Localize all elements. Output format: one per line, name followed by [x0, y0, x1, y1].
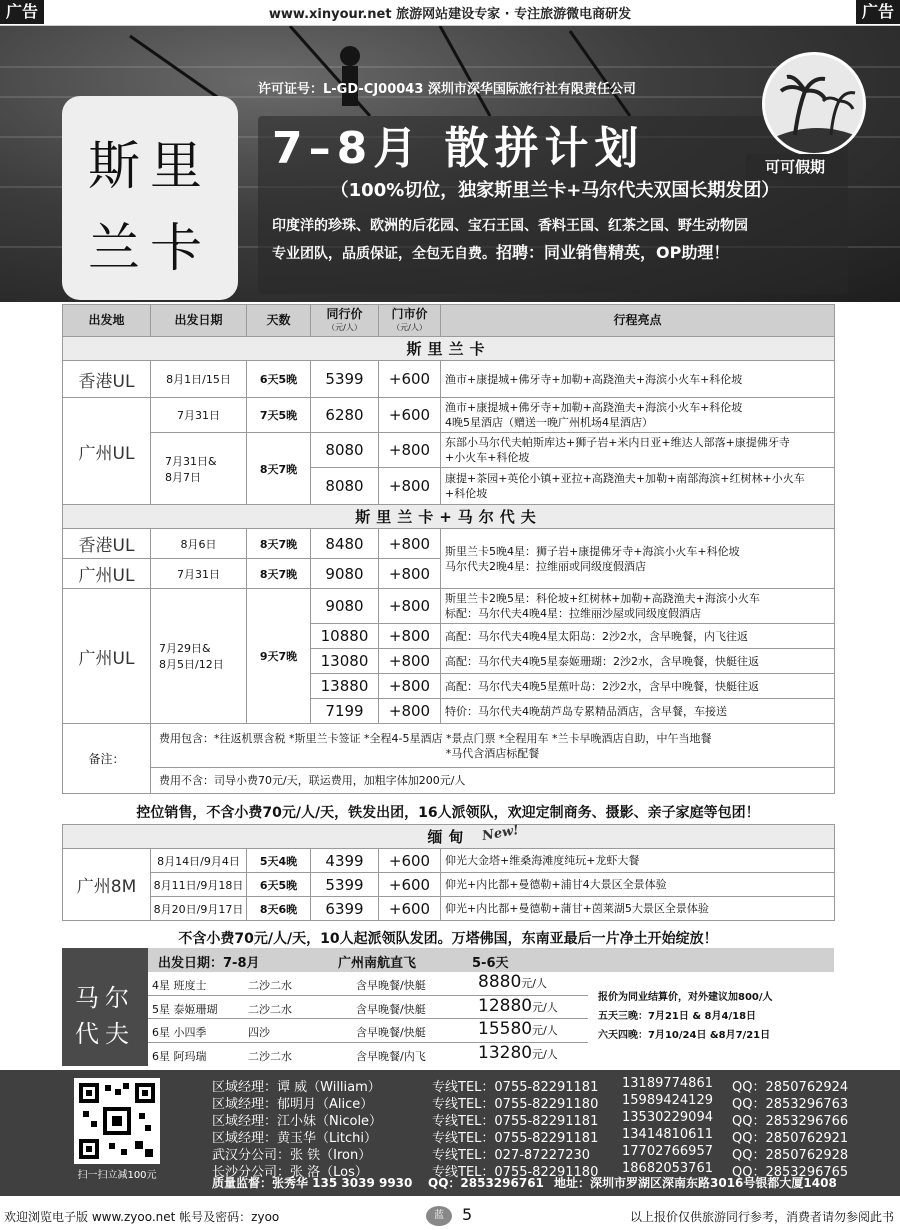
- peer-price-cell: 8480: [311, 529, 379, 559]
- departure-cell: 广州UL: [63, 398, 151, 505]
- highlight-cell: 高配：马尔代夫4晚5星泰姬珊瑚：2沙2水，含早晚餐，快艇往返: [441, 649, 835, 674]
- days-cell: 6天5晚: [247, 873, 311, 897]
- notes-row: [63, 768, 835, 794]
- header-days: 天数: [247, 305, 311, 337]
- departure-cell: 广州8M: [63, 849, 151, 921]
- ad-tag-left: 广告: [0, 0, 44, 24]
- highlight-cell: 仰光大金塔+维桑海滩度纯玩+龙虾大餐: [441, 849, 835, 873]
- table-row[interactable]: [63, 398, 835, 433]
- header-date: 出发日期: [151, 305, 247, 337]
- site-tagline[interactable]: www.xinyour.net 旅游网站建设专家 · 专注旅游微电商研发: [268, 7, 632, 22]
- days-cell: 5天4晚: [247, 849, 311, 873]
- days-cell: 8天7晚: [247, 559, 311, 589]
- top-banner: [0, 0, 900, 26]
- header-peer-price: 同行价 （元/人）: [311, 305, 379, 337]
- highlight-cell: 斯里兰卡2晚5星：科伦坡+红树林+加勒+高跷渔夫+海滨小火车 标配：马尔代夫4晚4星：拉维丽沙屋或同级度假酒店: [441, 589, 835, 624]
- peer-price-cell: 6280: [311, 398, 379, 433]
- date-cell: 7月31日: [151, 398, 247, 433]
- new-badge: New!: [480, 822, 521, 845]
- promo-line-1: 控位销售，不含小费70元/人/天，铁发出团，16人派领队，欢迎定制商务、摄影、亲子家庭等包团！: [136, 805, 760, 821]
- list-item[interactable]: 6星 阿玛瑞 二沙二水 含早晚餐/内飞 13280元/人: [152, 1042, 558, 1063]
- page-number: 5: [462, 1205, 473, 1224]
- retail-price-cell: +800: [379, 674, 441, 699]
- header-retail-price: 门市价 （元/人）: [379, 305, 441, 337]
- table-row[interactable]: [63, 529, 835, 559]
- destination-row-2: 兰卡: [87, 219, 212, 279]
- departure-cell: 广州UL: [63, 589, 151, 724]
- logo-label: 可可假期: [746, 154, 844, 180]
- qr-code-icon[interactable]: [74, 1078, 160, 1164]
- ebook-link[interactable]: 欢迎浏览电子版 www.zyoo.net 帐号及密码：zyoo: [4, 1210, 280, 1224]
- license-text: 许可证号：L-GD-CJ00043 深圳市深华国际旅行社有限责任公司: [258, 82, 636, 97]
- myanmar-table: [62, 824, 834, 921]
- retail-price-cell: +800: [379, 624, 441, 649]
- cost-excluded: 费用不含：司导小费70元/天，联运费用，加粗字体加200元/人: [151, 768, 835, 794]
- notes-row: [63, 724, 835, 768]
- days-cell: 7天5晚: [247, 398, 311, 433]
- highlight-cell: 康提+茶园+英伦小镇+亚拉+高跷渔夫+加勒+南部海滨+红树林+小火车 +科伦坡: [441, 468, 835, 505]
- highlight-cell: 东部小马尔代夫帕斯库达+狮子岩+米内日亚+维达人部落+康提佛牙寺 +小火车+科伦坡: [441, 433, 835, 468]
- date-cell: 8月14日/9月4日: [151, 849, 247, 873]
- notes-label: 备注：: [63, 724, 151, 794]
- section-myanmar: 缅甸: [63, 825, 835, 849]
- plan-features: 印度洋的珍珠、欧洲的后花园、宝石王国、香料王国、红茶之国、野生动物园: [272, 218, 748, 234]
- days-cell: 9天7晚: [247, 589, 311, 724]
- contact-footer: 扫一扫立减100元 区域经理：谭 威（William） 专线TEL：0755-82291181 13189774861 QQ：2850762924 区域经理：郁明月（Alice） 专线TEL：0755-82291180 15989424129 QQ：2853296763 区域经理：江小妹（Nicole） 专线TEL：0755-82291181 13530229094 QQ：2853296766 区域经理：黄玉华（Litchi） 专线TEL：0755-82291181 13414810611 QQ：2850762921 武汉分公司：张 铁（Iron） 专线TEL：027-87227230 17702766957 QQ：2850762928 长沙分公司：张 洛（Los） 专线TEL：0755-82291180 18682053761 QQ：2853296765 质量监督：张秀华 135 3039 9930 QQ：2853296761 地址：深圳市罗湖区深南东路3016号银都大厦1408: [0, 1070, 900, 1196]
- maldives-header: [148, 948, 834, 972]
- peer-price-cell: 5399: [311, 361, 379, 398]
- header-highlights: 行程亮点: [441, 305, 835, 337]
- maldives-price: 13280元/人: [478, 1042, 558, 1063]
- recruit-text: 招聘：同业销售精英，OP助理！: [496, 243, 730, 262]
- peer-price-cell: 9080: [311, 559, 379, 589]
- retail-price-cell: +600: [379, 873, 441, 897]
- maldives-price: 15580元/人: [478, 1019, 558, 1039]
- maldives-rows: [148, 972, 588, 1066]
- peer-price-cell: 7199: [311, 699, 379, 724]
- list-item[interactable]: 6星 小四季 四沙 含早晚餐/快艇 15580元/人: [148, 1019, 588, 1043]
- page-badge-icon: 蓝: [426, 1206, 452, 1226]
- retail-price-cell: +800: [379, 559, 441, 589]
- retail-price-cell: +600: [379, 849, 441, 873]
- highlight-cell: 高配：马尔代夫4晚4星太阳岛：2沙2水，含早晚餐，内飞往返: [441, 624, 835, 649]
- maldives-date: 出发日期：7-8月: [158, 956, 260, 971]
- date-cell: 8月11日/9月18日: [151, 873, 247, 897]
- destination-row-1: 斯里: [87, 137, 212, 197]
- retail-price-cell: +800: [379, 699, 441, 724]
- peer-price-cell: 9080: [311, 589, 379, 624]
- date-cell: 8月1日/15日: [151, 361, 247, 398]
- retail-price-cell: +600: [379, 361, 441, 398]
- peer-price-cell: 8080: [311, 468, 379, 505]
- section-sri-lanka-maldives: 斯里兰卡+马尔代夫: [63, 505, 835, 529]
- days-cell: 8天6晚: [247, 897, 311, 921]
- maldives-notes: 报价为同业结算价，对外建议加800/人 五天三晚：7月21日 & 8月4/18日 六天四晚：7月10/24日 &8月7/21日: [598, 992, 773, 1041]
- plan-title: 7–8月 散拼计划: [272, 123, 645, 174]
- highlight-cell: 渔市+康提城+佛牙寺+加勒+高跷渔夫+海滨小火车+科伦坡: [441, 361, 835, 398]
- maldives-price: 8880元/人: [478, 972, 547, 992]
- price-table: [62, 304, 834, 794]
- date-cell: 7月31日: [151, 559, 247, 589]
- promo-line-2: 不含小费70元/人/天，10人起派领队发团。万塔佛国，东南亚最后一片净土开始绽放！: [178, 931, 718, 947]
- highlight-cell: 斯里兰卡5晚4星：狮子岩+康提佛牙寺+海滨小火车+科伦坡 马尔代夫2晚4星：拉维丽或同级度假酒店: [441, 529, 835, 589]
- table-row[interactable]: [63, 433, 835, 468]
- retail-price-cell: +800: [379, 468, 441, 505]
- peer-price-cell: 5399: [311, 873, 379, 897]
- hero-banner: [0, 26, 900, 302]
- peer-price-cell: 6399: [311, 897, 379, 921]
- peer-price-cell: 10880: [311, 624, 379, 649]
- plan-service: 专业团队，品质保证，全包无自费。招聘：同业销售精英，OP助理！: [272, 243, 730, 262]
- company-logo: [762, 52, 866, 156]
- peer-price-cell: 13080: [311, 649, 379, 674]
- departure-cell: 香港UL: [63, 361, 151, 398]
- table-row[interactable]: [63, 897, 835, 921]
- maldives-route: 广州南航直飞: [338, 956, 417, 971]
- table-row[interactable]: [63, 589, 835, 624]
- days-cell: 8天7晚: [247, 529, 311, 559]
- retail-price-cell: +800: [379, 433, 441, 468]
- date-cell: 8月6日: [151, 529, 247, 559]
- retail-price-cell: +800: [379, 589, 441, 624]
- bottom-strip: [0, 1200, 900, 1230]
- maldives-days: 5-6天: [472, 956, 509, 971]
- days-cell: 8天7晚: [247, 433, 311, 505]
- list-item[interactable]: 5星 泰姬珊瑚 二沙二水 含早晚餐/快艇 12880元/人: [148, 996, 588, 1020]
- date-cell: 7月29日& 8月5日/12日: [151, 589, 247, 724]
- departure-cell: 香港UL: [63, 529, 151, 559]
- table-header: [63, 305, 835, 337]
- date-cell: 7月31日& 8月7日: [151, 433, 247, 505]
- section-sri-lanka: 斯里兰卡: [63, 337, 835, 361]
- peer-price-cell: 4399: [311, 849, 379, 873]
- date-cell: 8月20日/9月17日: [151, 897, 247, 921]
- retail-price-cell: +800: [379, 649, 441, 674]
- plan-subtitle: （100%切位，独家斯里兰卡+马尔代夫双国长期发团）: [330, 180, 780, 201]
- cost-included: 费用包含：*往返机票含税 *斯里兰卡签证 *全程4-5星酒店 *景点门票 *全程用车 *兰卡早晚酒店自助，中午当地餐 *马代含酒店标配餐: [151, 724, 835, 768]
- list-item[interactable]: 4星 班度士 二沙二水 含早晚餐/快艇 8880元/人: [148, 972, 588, 996]
- retail-price-cell: +800: [379, 529, 441, 559]
- destination-box: [62, 96, 238, 300]
- palm-tree-icon: [765, 55, 866, 156]
- maldives-price: 12880元/人: [478, 995, 558, 1016]
- days-cell: 6天5晚: [247, 361, 311, 398]
- departure-cell: 广州UL: [63, 559, 151, 589]
- table-row[interactable]: [63, 873, 835, 897]
- peer-price-cell: 13880: [311, 674, 379, 699]
- ad-tag-right: 广告: [856, 0, 900, 24]
- highlight-cell: 特价：马尔代夫4晚葫芦岛专累精品酒店，含早餐，车接送: [441, 699, 835, 724]
- disclaimer: 以上报价仅供旅游同行参考，消费者请勿参阅此书: [629, 1210, 894, 1224]
- maldives-side-label: 马尔 代夫: [62, 948, 148, 1066]
- qr-caption: 扫一扫立减100元: [77, 1170, 157, 1181]
- highlight-cell: 仰光+内比都+曼德勒+浦甘4大景区全景体验: [441, 873, 835, 897]
- highlight-cell: 渔市+康提城+佛牙寺+加勒+高跷渔夫+海滨小火车+科伦坡 4晚5星酒店（赠送一晚广州机场4星酒店）: [441, 398, 835, 433]
- header-departure: 出发地: [63, 305, 151, 337]
- highlight-cell: 仰光+内比都+曼德勒+蒲甘+茵莱湖5大景区全景体验: [441, 897, 835, 921]
- table-row[interactable]: [63, 849, 835, 873]
- retail-price-cell: +600: [379, 897, 441, 921]
- highlight-cell: 高配：马尔代夫4晚5星蕉叶岛：2沙2水，含早中晚餐，快艇往返: [441, 674, 835, 699]
- maldives-block: [62, 948, 834, 1066]
- peer-price-cell: 8080: [311, 433, 379, 468]
- table-row[interactable]: [63, 361, 835, 398]
- retail-price-cell: +600: [379, 398, 441, 433]
